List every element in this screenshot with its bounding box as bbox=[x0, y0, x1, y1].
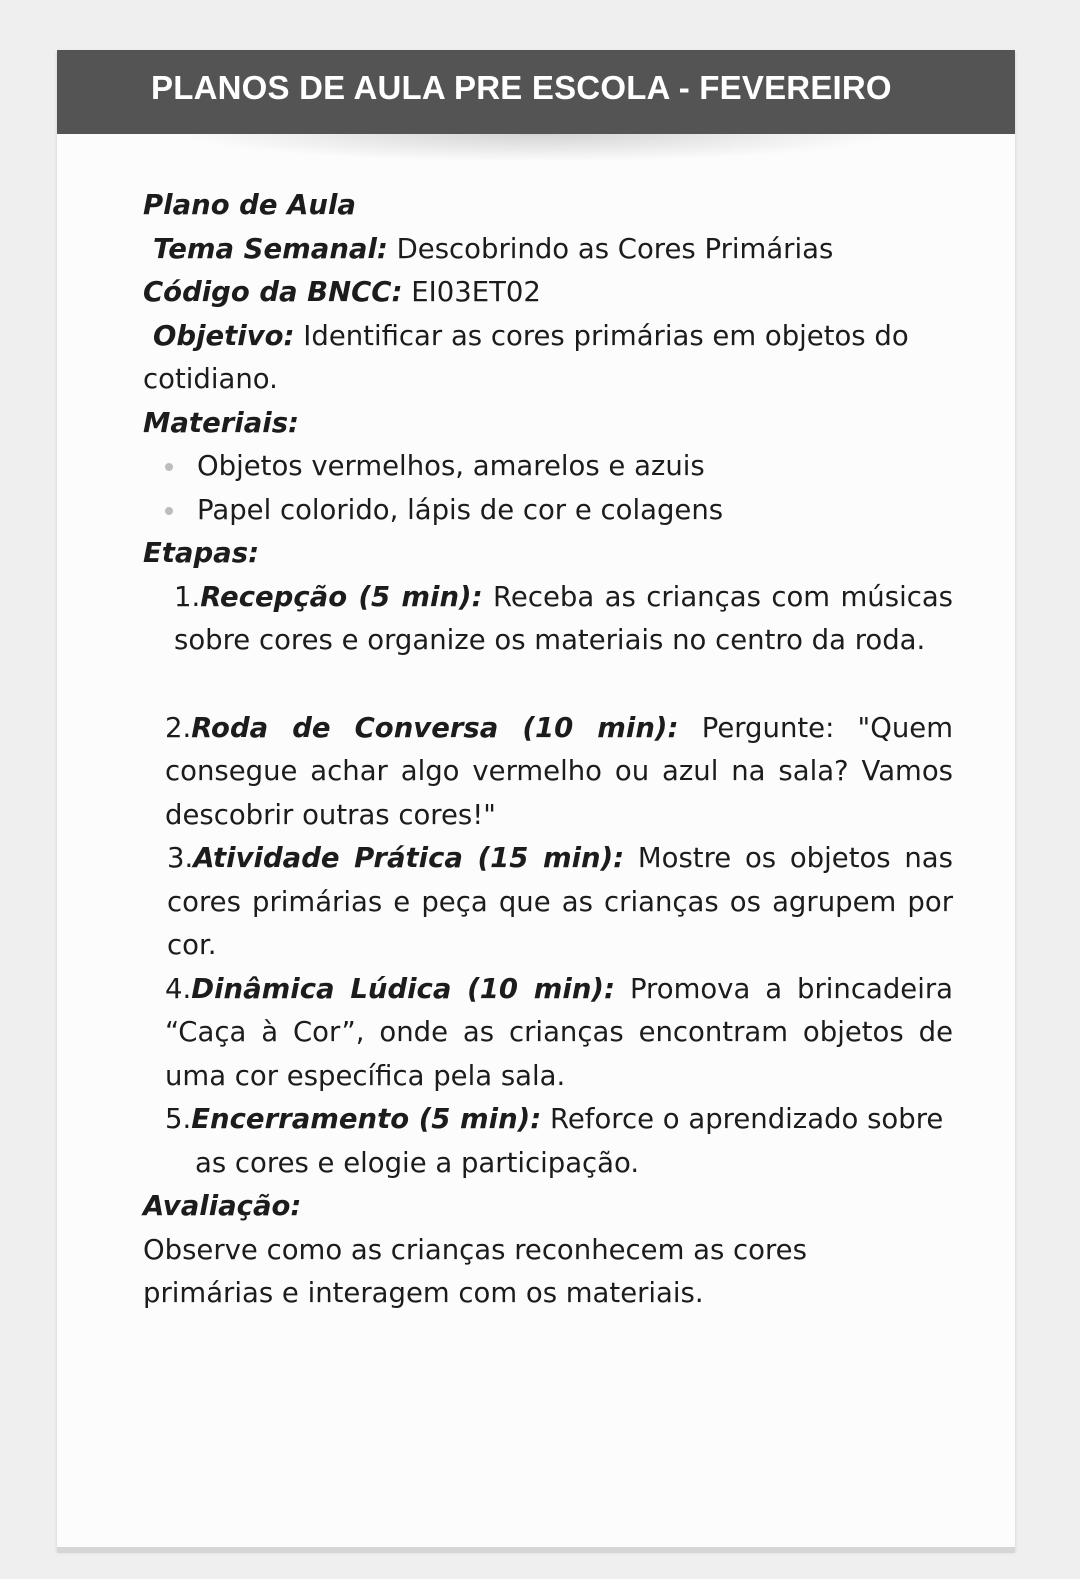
step-number: 1. bbox=[174, 580, 201, 613]
step-title: Encerramento (5 min): bbox=[191, 1103, 542, 1135]
materiais-list bbox=[143, 445, 953, 532]
step-title: Dinâmica Lúdica (10 min): bbox=[191, 972, 616, 1005]
tema-label: Tema Semanal: bbox=[153, 232, 388, 265]
step-text: Reforce o aprendizado sobre bbox=[541, 1103, 944, 1135]
codigo-value: EI03ET02 bbox=[402, 276, 541, 308]
step-text: Pergunte: "Quem consegue achar algo vermelho ou azul na sala? Vamos descobrir outras cores!" bbox=[165, 711, 953, 831]
step-2 bbox=[165, 707, 953, 838]
header-shadow bbox=[177, 134, 897, 162]
step-text: Promova a brincadeira “Caça à Cor”, onde as crianças encontram objetos de uma cor específica pela sala. bbox=[165, 972, 954, 1092]
step-4 bbox=[165, 968, 953, 1099]
document-page bbox=[57, 50, 1015, 1550]
list-item: Papel colorido, lápis de cor e colagens bbox=[143, 489, 953, 533]
plan-heading: Plano de Aula bbox=[143, 189, 356, 221]
step-number: 5. bbox=[165, 1103, 192, 1135]
step-number: 4. bbox=[165, 972, 192, 1005]
list-item: Objetos vermelhos, amarelos e azuis bbox=[143, 445, 953, 489]
tema-row bbox=[143, 228, 953, 272]
step-5 bbox=[165, 1098, 953, 1185]
objetivo-value: Identificar as cores primárias em objetos do cotidiano. bbox=[143, 319, 909, 395]
avaliacao-line: Observe como as crianças reconhecem as cores bbox=[143, 1233, 807, 1266]
lesson-plan bbox=[143, 184, 953, 1316]
etapas-label: Etapas: bbox=[143, 537, 260, 569]
header-bar bbox=[57, 50, 1015, 134]
page-title: PLANOS DE AULA PRE ESCOLA - FEVEREIRO bbox=[151, 69, 892, 106]
step-text: Receba as crianças com músicas sobre cores e organize os materiais no centro da roda. bbox=[174, 580, 954, 656]
objetivo-label: Objetivo: bbox=[153, 319, 295, 352]
page-bottom-edge bbox=[57, 1547, 1015, 1553]
avaliacao-line: primárias e interagem com os materiais. bbox=[143, 1277, 704, 1309]
tema-value: Descobrindo as Cores Primárias bbox=[387, 232, 834, 265]
step-title: Roda de Conversa (10 min): bbox=[191, 711, 679, 744]
step-title: Atividade Prática (15 min): bbox=[193, 842, 625, 874]
step-1 bbox=[174, 576, 953, 663]
step-title: Recepção (5 min): bbox=[200, 580, 483, 613]
step-number: 3. bbox=[167, 842, 194, 874]
codigo-row bbox=[143, 271, 953, 315]
step-number: 2. bbox=[165, 711, 192, 744]
objetivo-row bbox=[143, 315, 953, 402]
step-text-continued: as cores e elogie a participação. bbox=[195, 1146, 640, 1179]
step-3 bbox=[167, 837, 953, 968]
codigo-label: Código da BNCC: bbox=[143, 276, 403, 308]
avaliacao-label: Avaliação: bbox=[143, 1190, 302, 1222]
materiais-label: Materiais: bbox=[143, 406, 300, 439]
step-text: Mostre os objetos nas cores primárias e peça que as crianças os agrupem por cor. bbox=[167, 842, 953, 961]
